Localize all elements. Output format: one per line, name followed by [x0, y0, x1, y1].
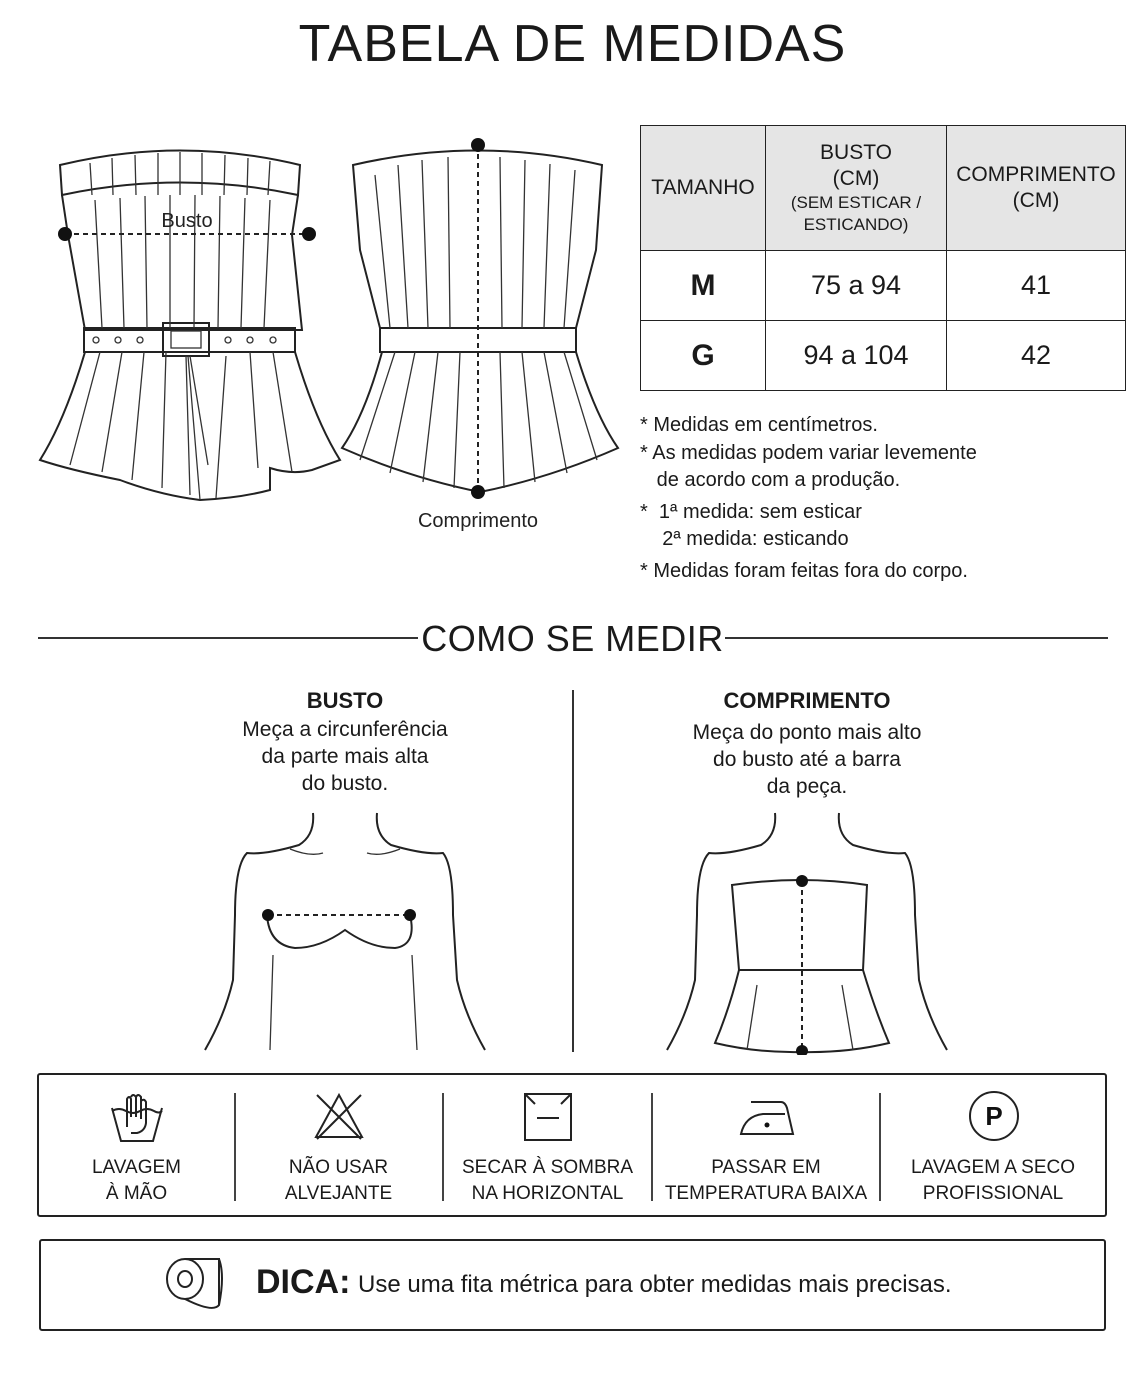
- care-label-line1: LAVAGEM A SECO: [910, 1157, 1076, 1178]
- length-instruction-line: da peça.: [766, 775, 848, 798]
- note-line: * Medidas foram feitas fora do corpo.: [640, 559, 968, 582]
- column-divider: [572, 690, 574, 1052]
- bust-instruction-line: Meça a circunferência: [242, 718, 448, 741]
- header-bust-line3: (SEM ESTICAR /: [790, 193, 922, 213]
- row-bust: 75 a 94: [766, 251, 947, 321]
- iron-low-icon: [737, 1092, 797, 1140]
- tip-box: [39, 1239, 1106, 1331]
- bust-body-figure: [195, 805, 495, 1055]
- tip-label: DICA:: [256, 1263, 351, 1301]
- bust-instruction-line: do busto.: [301, 772, 389, 795]
- care-label-line1: PASSAR EM: [711, 1157, 821, 1178]
- care-item-iron: [653, 1075, 879, 1215]
- note-line: * As medidas podem variar levemente: [640, 441, 977, 464]
- back-view-drawing: [342, 138, 618, 499]
- bust-instructions: [195, 716, 495, 797]
- header-bust-line2: (CM): [832, 166, 880, 190]
- care-item-dry-flat: [444, 1075, 651, 1215]
- size-table: [640, 125, 1126, 391]
- row-size: M: [641, 251, 766, 321]
- header-length: [947, 126, 1126, 251]
- bust-heading: BUSTO: [306, 688, 384, 713]
- care-instructions: [37, 1073, 1107, 1217]
- garment-diagrams: [30, 130, 630, 540]
- svg-text:P: P: [985, 1101, 1003, 1131]
- note-line: * 1ª medida: sem esticar: [640, 500, 862, 523]
- care-label-line1: LAVAGEM: [91, 1157, 182, 1178]
- length-instructions: [657, 719, 957, 800]
- bust-instruction-line: da parte mais alta: [261, 745, 429, 768]
- row-size: G: [641, 321, 766, 391]
- professional-dry-clean-icon: [967, 1089, 1021, 1143]
- length-instruction-line: Meça do ponto mais alto: [692, 721, 922, 744]
- header-bust-line4: ESTICANDO): [803, 215, 909, 235]
- tip-text: Use uma fita métrica para obter medidas mais precisas.: [358, 1271, 952, 1298]
- note-line: de acordo com a produção.: [640, 469, 901, 491]
- measuring-tape-icon: [163, 1255, 227, 1317]
- care-label-line1: SECAR À SOMBRA: [461, 1157, 634, 1178]
- row-length: 42: [947, 321, 1126, 391]
- table-row: [641, 251, 1126, 321]
- divider-right: [725, 637, 1108, 639]
- length-instruction-line: do busto até a barra: [713, 748, 901, 771]
- header-size: TAMANHO: [641, 126, 766, 251]
- how-to-measure-title: COMO SE MEDIR: [421, 618, 724, 659]
- care-label-line2: TEMPERATURA BAIXA: [664, 1183, 868, 1204]
- care-item-hand-wash: [39, 1075, 234, 1215]
- header-bust-line1: BUSTO: [820, 140, 892, 164]
- page-title: TABELA DE MEDIDAS: [298, 15, 847, 73]
- header-length-line2: (CM): [1012, 189, 1060, 212]
- back-length-label: Comprimento: [417, 510, 539, 532]
- care-label-line1: NÃO USAR: [288, 1157, 389, 1178]
- length-body-figure: [657, 805, 957, 1055]
- header-length-line1: COMPRIMENTO: [956, 162, 1116, 186]
- care-label-line2: À MÃO: [105, 1183, 168, 1204]
- care-item-dry-clean: [881, 1075, 1105, 1215]
- size-table-header: [641, 126, 1126, 251]
- care-label-line2: PROFISSIONAL: [922, 1183, 1064, 1204]
- front-view-drawing: [40, 151, 340, 501]
- hand-wash-icon: [109, 1093, 165, 1145]
- length-heading: COMPRIMENTO: [723, 688, 891, 713]
- dry-flat-shade-icon: [523, 1092, 573, 1142]
- no-bleach-icon: [313, 1091, 365, 1141]
- measurement-notes: [640, 412, 977, 585]
- care-label-line2: NA HORIZONTAL: [471, 1183, 624, 1204]
- note-line: * Medidas em centímetros.: [640, 414, 878, 436]
- note-line: 2ª medida: esticando: [640, 528, 849, 550]
- care-label-line2: ALVEJANTE: [284, 1183, 393, 1204]
- care-item-no-bleach: [236, 1075, 441, 1215]
- row-length: 41: [947, 251, 1126, 321]
- row-bust: 94 a 104: [766, 321, 947, 391]
- front-bust-label: Busto: [161, 210, 213, 232]
- header-bust: [766, 126, 947, 251]
- table-row: [641, 321, 1126, 391]
